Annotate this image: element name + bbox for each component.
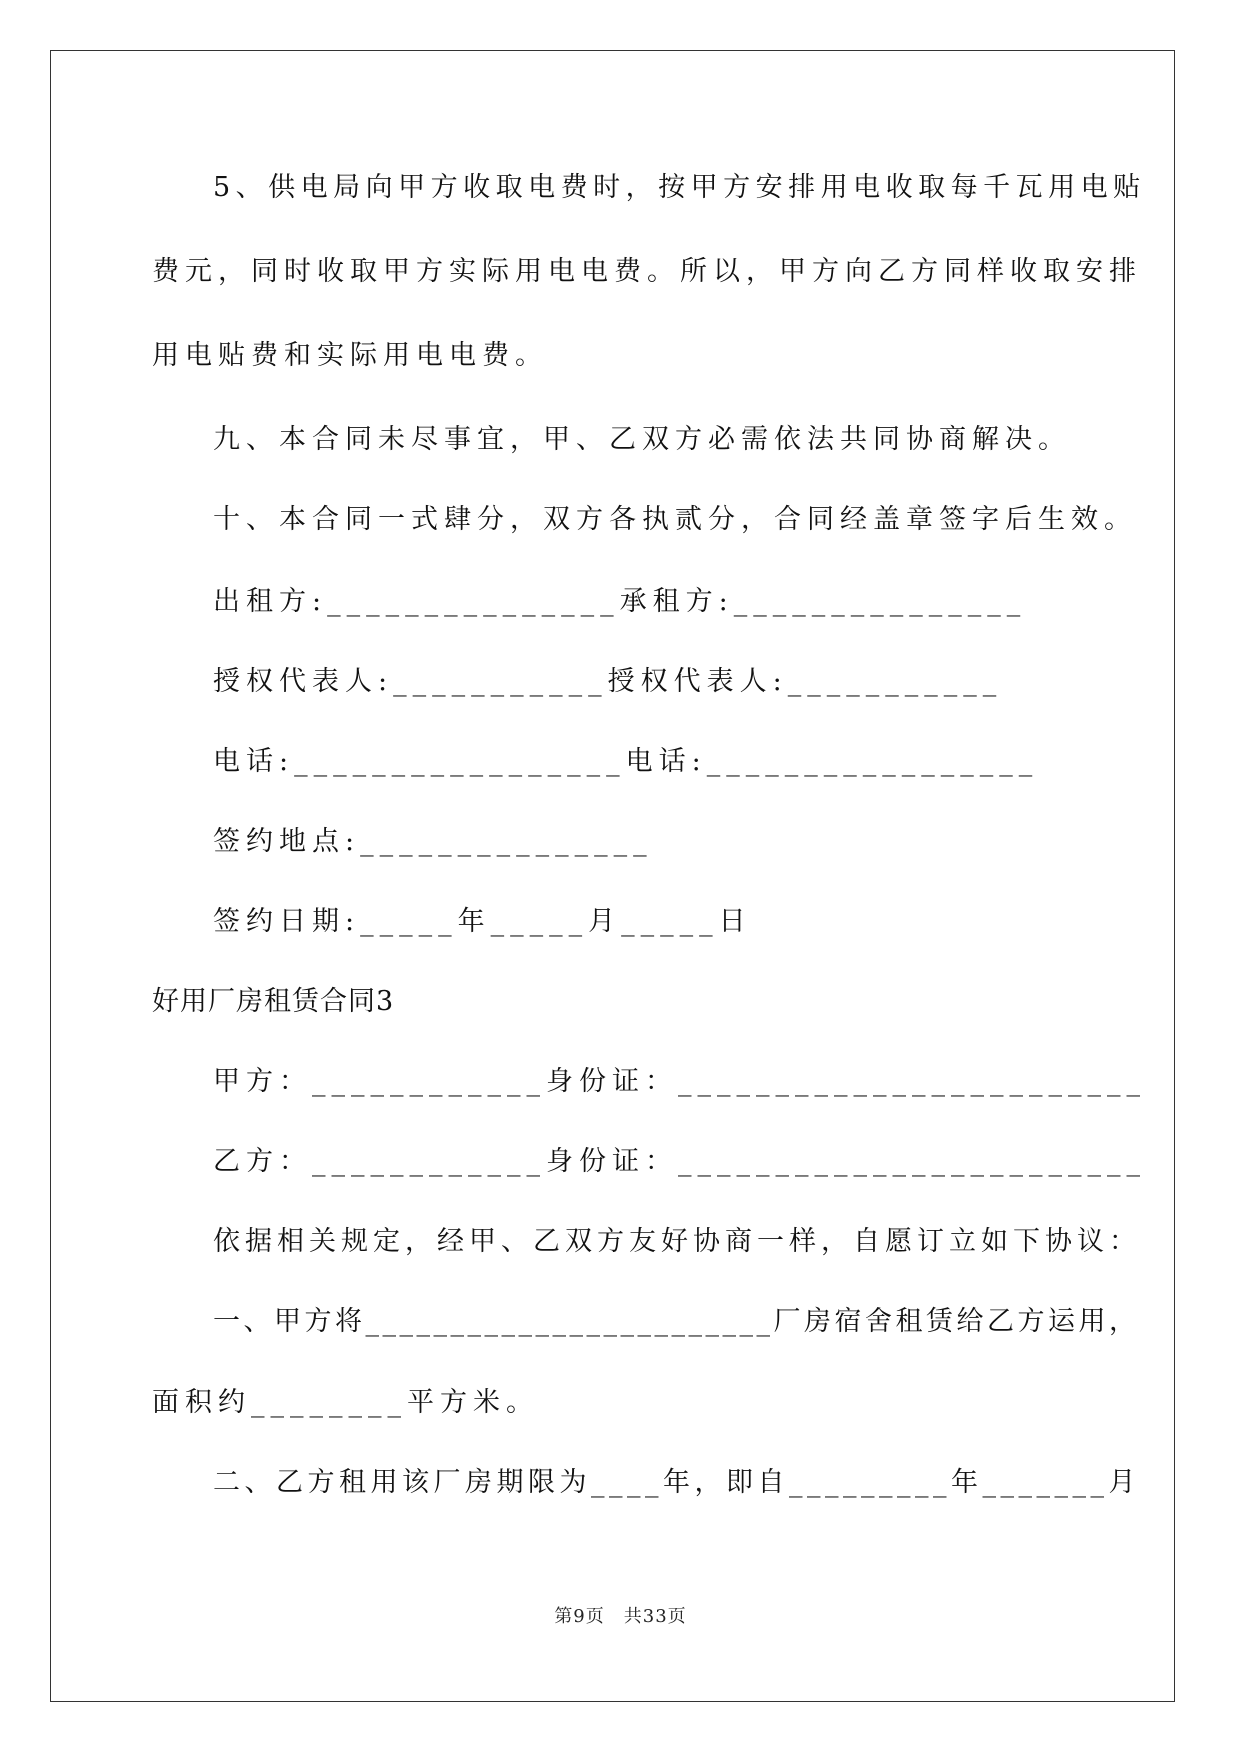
- paragraph-line: 二、乙方租用该厂房期限为____年，即自_________年_______月: [213, 1467, 1140, 1498]
- paragraph-line: 九、本合同未尽事宜，甲、乙双方必需依法共同协商解决。: [213, 424, 1071, 455]
- signature-field-representative: 授权代表人:___________授权代表人:___________: [213, 666, 1003, 697]
- section-heading: 好用厂房租赁合同3: [152, 986, 395, 1017]
- signature-field-phone: 电话:_________________电话:_________________: [213, 746, 1039, 777]
- paragraph-line: 一、甲方将________________________厂房宿舍租赁给乙方运用，: [213, 1306, 1140, 1337]
- page-footer: 第9页 共33页: [554, 1606, 687, 1627]
- party-a-field: 甲方：____________身份证：________________________: [213, 1066, 1146, 1097]
- paragraph-line: 费元，同时收取甲方实际用电电费。所以，甲方向乙方同样收取安排: [152, 256, 1142, 287]
- party-b-field: 乙方：____________身份证：________________________: [213, 1146, 1146, 1177]
- page-border: [50, 50, 1175, 1702]
- signature-field-place: 签约地点:_______________: [213, 826, 653, 857]
- paragraph-line: 依据相关规定，经甲、乙双方友好协商一样，自愿订立如下协议：: [213, 1226, 1141, 1257]
- signature-field-date: 签约日期:_____年_____月_____日: [213, 906, 752, 937]
- paragraph-line: 面积约________平方米。: [152, 1387, 539, 1418]
- paragraph-line: 5、供电局向甲方收取电费时，按甲方安排用电收取每千瓦用电贴: [213, 172, 1146, 203]
- paragraph-line: 用电贴费和实际用电电费。: [152, 340, 548, 371]
- signature-field-lessor: 出租方:_______________承租方:_______________: [213, 586, 1027, 617]
- paragraph-line: 十、本合同一式肆分，双方各执贰分，合同经盖章签字后生效。: [213, 504, 1137, 535]
